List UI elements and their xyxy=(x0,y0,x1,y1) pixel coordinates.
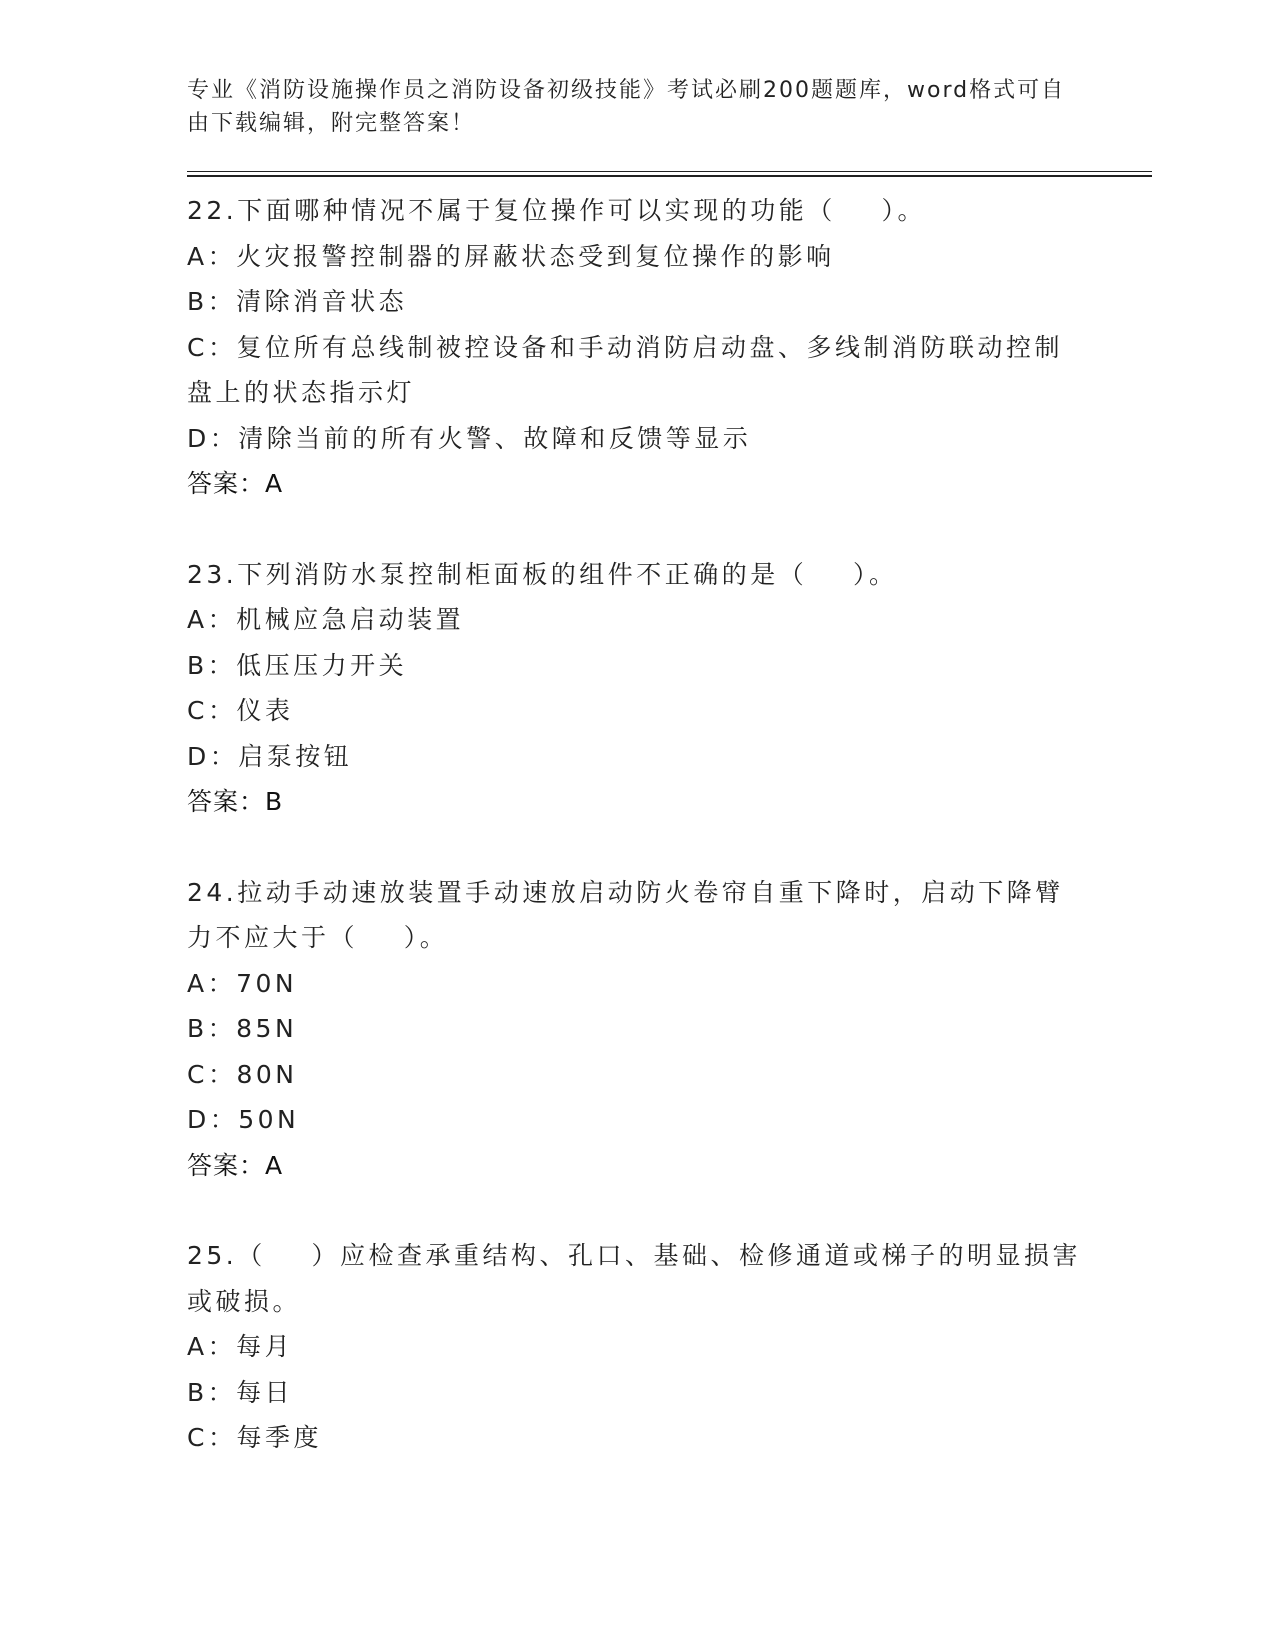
option-c: C：仪表 xyxy=(187,696,294,725)
question-stem: 24.拉动手动速放装置手动速放启动防火卷帘自重下降时，启动下降臂 xyxy=(187,877,1064,907)
option-c: C：复位所有总线制被控设备和手动消防启动盘、多线制消防联动控制 xyxy=(187,332,1063,362)
question-stem: 23.下列消防水泵控制柜面板的组件不正确的是（ ）。 xyxy=(187,559,898,589)
header-rule-thick xyxy=(187,175,1152,177)
option-d: D：清除当前的所有火警、故障和反馈等显示 xyxy=(187,423,752,453)
question-stem-continued: 或破损。 xyxy=(187,1286,302,1316)
answer-label: 答案：A xyxy=(187,1150,284,1180)
question-22 xyxy=(187,188,1087,507)
option-d: D：启泵按钮 xyxy=(187,741,353,771)
option-a: A：火灾报警控制器的屏蔽状态受到复位操作的影响 xyxy=(187,241,835,271)
option-a: A：每月 xyxy=(187,1332,294,1361)
option-a: A：70N xyxy=(187,968,298,998)
question-25 xyxy=(187,1233,1087,1461)
option-b: B：每日 xyxy=(187,1377,294,1407)
option-b: B：清除消音状态 xyxy=(187,287,408,316)
question-list xyxy=(187,188,1087,1506)
question-23 xyxy=(187,552,1087,825)
option-a: A：机械应急启动装置 xyxy=(187,605,465,634)
question-24 xyxy=(187,870,1087,1189)
header-rule-thin xyxy=(187,171,1152,172)
option-d: D：50N xyxy=(187,1105,300,1134)
option-b: B：低压压力开关 xyxy=(187,650,408,680)
option-c: C：80N xyxy=(187,1059,298,1089)
option-c: C：每季度 xyxy=(187,1423,322,1452)
question-stem: 25.（ ）应检查承重结构、孔口、基础、检修通道或梯子的明显损害 xyxy=(187,1241,1082,1270)
document-header: 专业《消防设施操作员之消防设备初级技能》考试必刷200题题库，word格式可自由下载编辑，附完整答案！ xyxy=(187,78,1066,136)
answer-label: 答案：A xyxy=(187,469,284,498)
question-stem-continued: 力不应大于（ ）。 xyxy=(187,923,449,952)
option-b: B：85N xyxy=(187,1014,298,1043)
question-stem: 22.下面哪种情况不属于复位操作可以实现的功能（ ）。 xyxy=(187,196,927,225)
answer-label: 答案：B xyxy=(187,787,284,816)
option-c-continued: 盘上的状态指示灯 xyxy=(187,378,416,407)
